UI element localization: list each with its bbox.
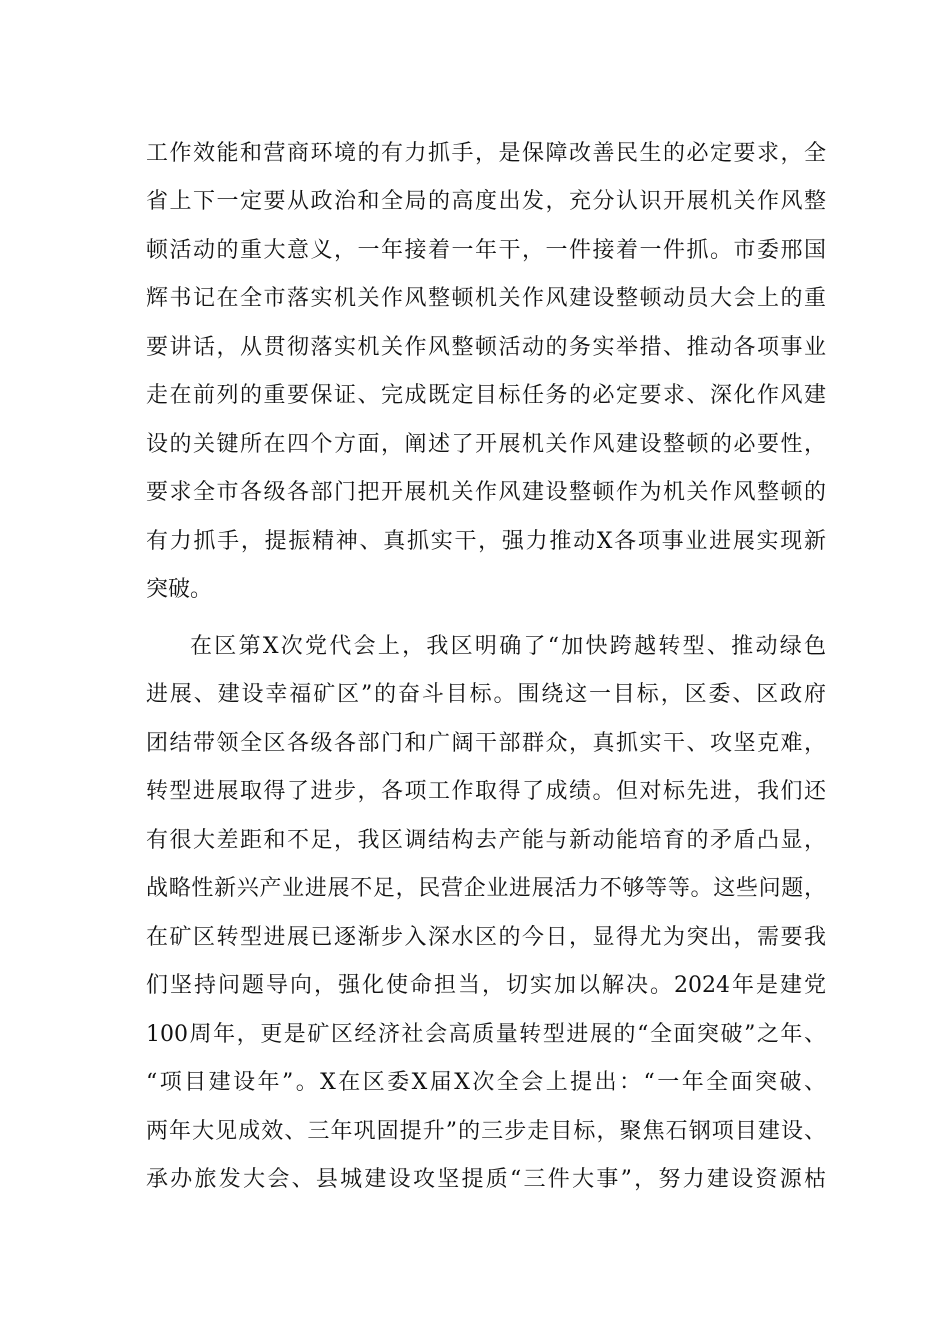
text-line: 要讲话，从贯彻落实机关作风整顿活动的务实举措、推动各项事业 xyxy=(146,335,826,360)
text-line: 团结带领全区各级各部门和广阔干部群众，真抓实干、攻坚克难， xyxy=(146,731,826,756)
text-line: 们坚持问题导向，强化使命担当，切实加以解决。2024年是建党 xyxy=(146,973,826,998)
text-line: 转型进展取得了进步，各项工作取得了成绩。但对标先进，我们还 xyxy=(146,779,826,804)
text-line: 工作效能和营商环境的有力抓手，是保障改善民生的必定要求，全 xyxy=(146,141,826,166)
text-line: 顿活动的重大意义，一年接着一年干，一件接着一件抓。市委邢国 xyxy=(146,238,826,263)
text-line: 设的关键所在四个方面，阐述了开展机关作风建设整顿的必要性， xyxy=(146,432,826,457)
text-line: 战略性新兴产业进展不足，民营企业进展活力不够等等。这些问题， xyxy=(146,876,826,901)
text-line: 要求全市各级各部门把开展机关作风建设整顿作为机关作风整顿的 xyxy=(146,480,826,505)
text-line: 突破。 xyxy=(146,577,213,602)
paragraph-first-line: 在区第X次党代会上，我区明确了“加快跨越转型、推动绿色 xyxy=(190,634,826,659)
text-line: “项目建设年”。X在区委X届X次全会上提出：“一年全面突破、 xyxy=(146,1070,826,1095)
text-line: 两年大见成效、三年巩固提升”的三步走目标，聚焦石钢项目建设、 xyxy=(146,1119,826,1144)
text-line: 在矿区转型进展已逐渐步入深水区的今日，显得尤为突出，需要我 xyxy=(146,925,826,950)
text-line: 走在前列的重要保证、完成既定目标任务的必定要求、深化作风建 xyxy=(146,383,826,408)
text-line: 辉书记在全市落实机关作风整顿机关作风建设整顿动员大会上的重 xyxy=(146,286,826,311)
text-line: 有很大差距和不足，我区调结构去产能与新动能培育的矛盾凸显， xyxy=(146,828,826,853)
text-line: 承办旅发大会、县城建设攻坚提质“三件大事”，努力建设资源枯 xyxy=(146,1167,826,1192)
text-line: 省上下一定要从政治和全局的高度出发，充分认识开展机关作风整 xyxy=(146,189,826,214)
text-line: 有力抓手，提振精神、真抓实干，强力推动X各项事业进展实现新 xyxy=(146,529,826,554)
text-line: 进展、建设幸福矿区”的奋斗目标。围绕这一目标，区委、区政府 xyxy=(146,682,826,707)
text-line: 100周年，更是矿区经济社会高质量转型进展的“全面突破”之年、 xyxy=(146,1022,826,1047)
